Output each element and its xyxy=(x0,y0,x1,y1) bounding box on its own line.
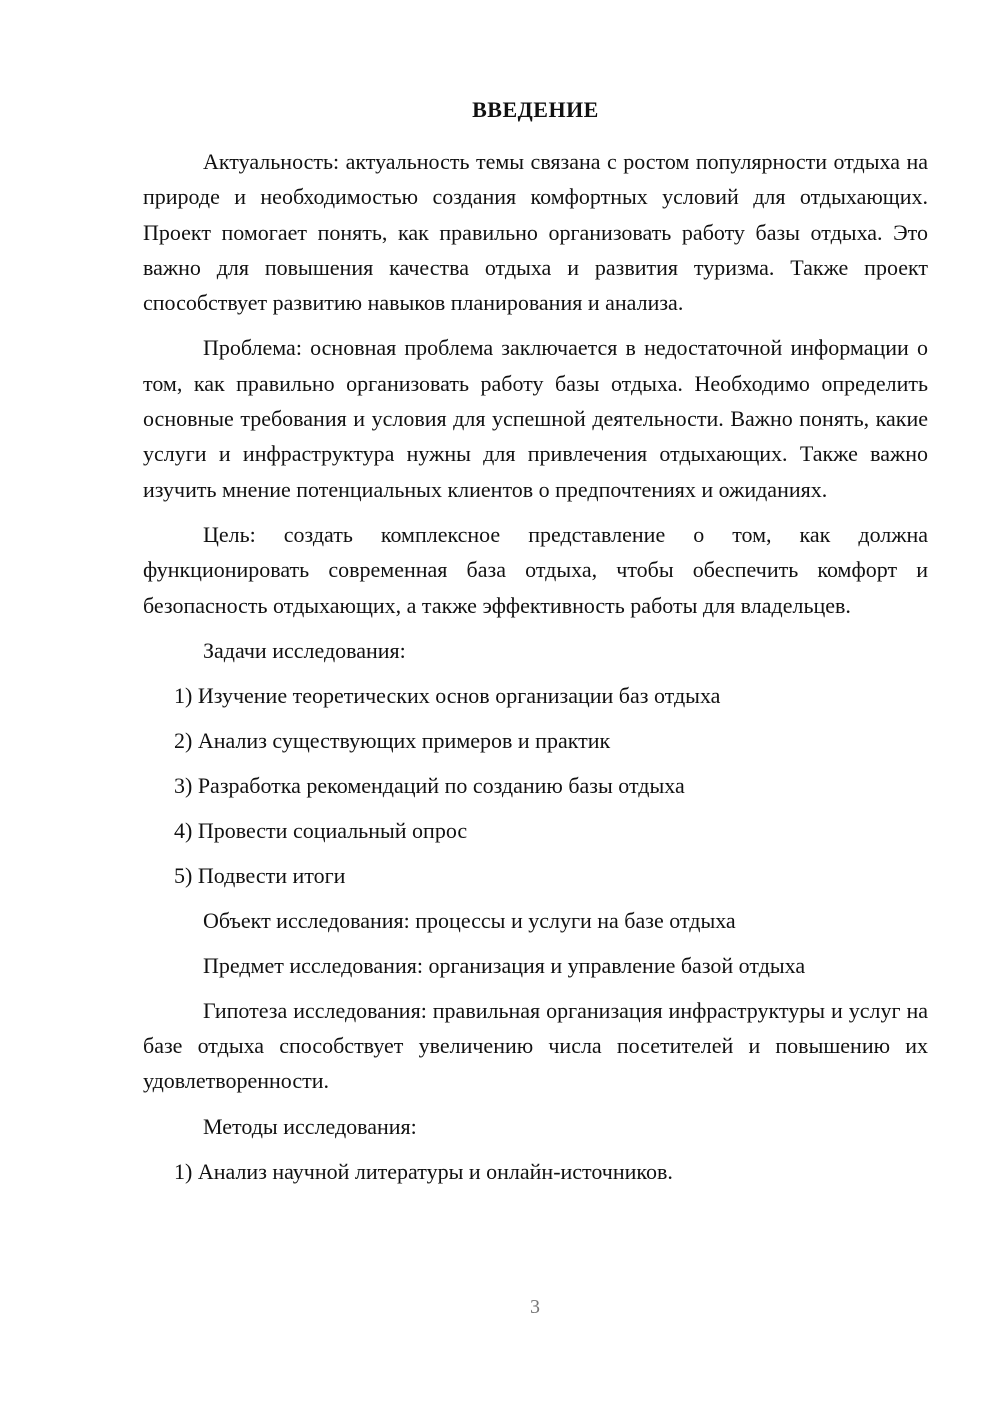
methods-heading: Методы исследования: xyxy=(203,1113,417,1139)
research-subject: Предмет исследования: организация и управление базой отдыха xyxy=(203,952,806,978)
page-title: ВВЕДЕНИЕ xyxy=(472,97,599,122)
document-page xyxy=(143,94,928,1199)
method-item-1: 1) Анализ научной литературы и онлайн-источников. xyxy=(174,1158,673,1184)
task-item-2: 2) Анализ существующих примеров и практик xyxy=(174,727,611,753)
task-item-3: 3) Разработка рекомендаций по созданию базы отдыха xyxy=(174,772,685,798)
page-number: 3 xyxy=(530,1296,540,1318)
relevance-paragraph: Актуальность: актуальность темы связана с ростом популярности отдыха на природе и необходимостью создания комфортных условий для отдыхающих. Проект помогает понять, как правильно организовать работу базы отдыха. Это важно для повышения качества отдыха и развития туризма. Также проект способствует развитию навыков планирования и анализа. xyxy=(143,149,928,316)
tasks-heading: Задачи исследования: xyxy=(203,637,406,663)
task-item-4: 4) Провести социальный опрос xyxy=(174,817,468,843)
task-item-1: 1) Изучение теоретических основ организации баз отдыха xyxy=(174,682,721,708)
problem-paragraph: Проблема: основная проблема заключается в недостаточной информации о том, как правильно организовать работу базы отдыха. Необходимо определить основные требования и условия для успешной деятельности. Важно понять, какие услуги и инфраструктура нужны для привлечения отдыхающих. Также важно изучить мнение потенциальных клиентов о предпочтениях и ожиданиях. xyxy=(143,335,928,502)
goal-paragraph: Цель: создать комплексное представление о том, как должна функционировать современная база отдыха, чтобы обеспечить комфорт и безопасность отдыхающих, а также эффективность работы для владельцев. xyxy=(143,521,928,618)
research-object: Объект исследования: процессы и услуги на базе отдыха xyxy=(203,907,736,933)
hypothesis-paragraph: Гипотеза исследования: правильная организация инфраструктуры и услуг на базе отдыха способствует увеличению числа посетителей и повышению их удовлетворенности. xyxy=(143,997,928,1094)
task-item-5: 5) Подвести итоги xyxy=(174,862,346,888)
